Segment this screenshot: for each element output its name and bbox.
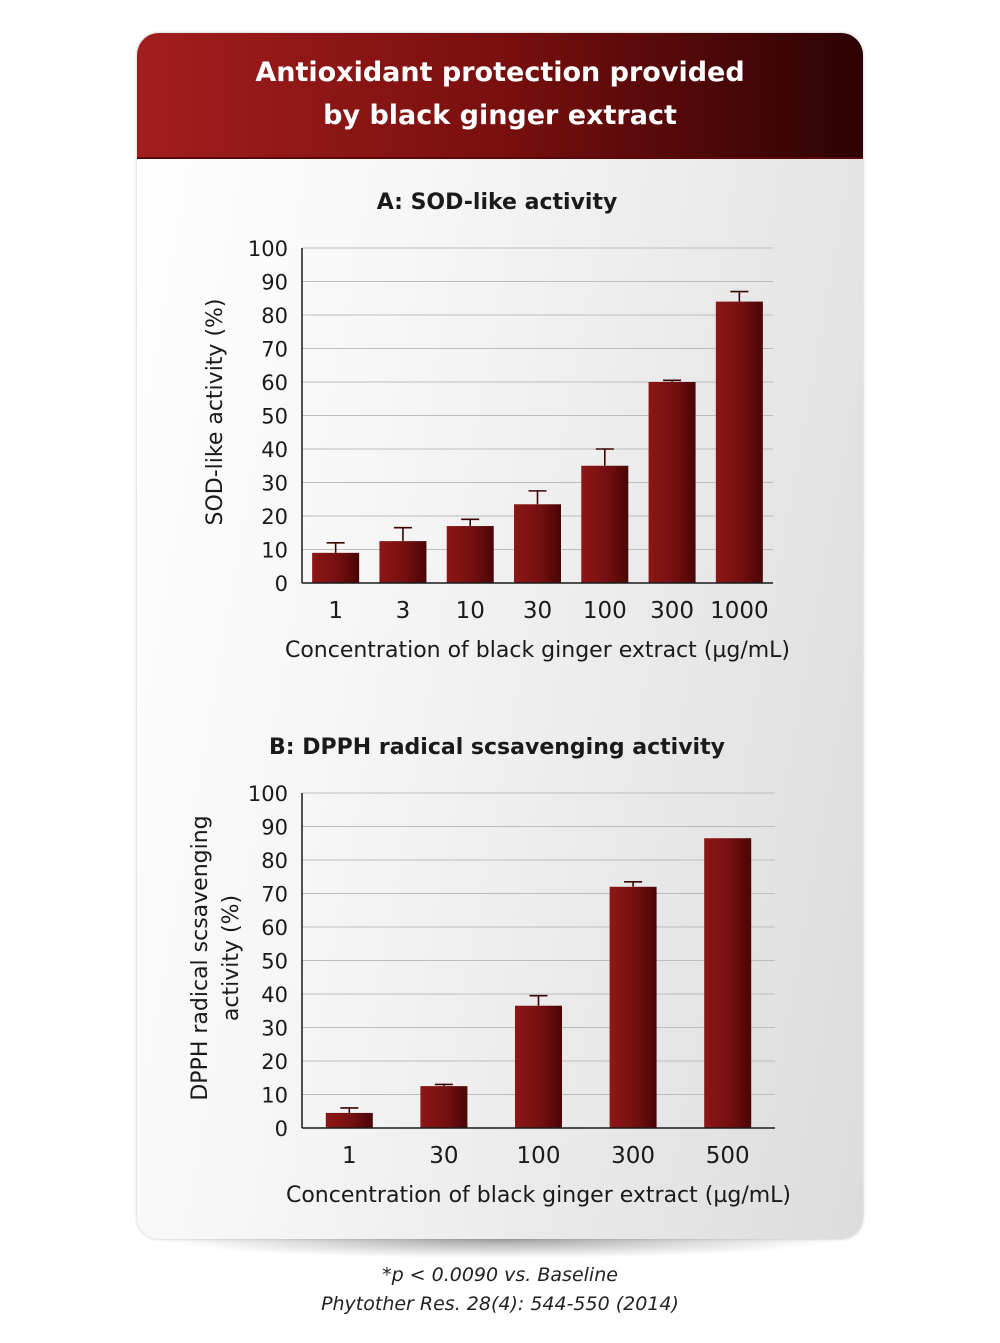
citation: Phytother Res. 28(4): 544-550 (2014) — [321, 1293, 679, 1315]
x-axis-label: Concentration of black ginger extract (µg/mL) — [284, 638, 791, 663]
y-tick-label: 10 — [261, 1083, 288, 1108]
y-tick-label: 30 — [261, 471, 288, 496]
x-tick-label: 1 — [341, 1143, 357, 1169]
chart-title: A: SOD-like activity — [376, 190, 618, 215]
y-tick-label: 20 — [261, 505, 288, 529]
y-tick-label: 80 — [261, 304, 288, 328]
y-axis-label: activity (%) — [219, 894, 244, 1022]
y-tick-label: 0 — [274, 572, 288, 596]
x-axis-label: Concentration of black ginger extract (µg/mL) — [285, 1183, 792, 1208]
y-tick-label: 40 — [261, 983, 288, 1007]
bar — [649, 382, 696, 583]
y-tick-label: 10 — [261, 538, 288, 563]
bar — [326, 1113, 373, 1128]
y-tick-label: 30 — [261, 1016, 288, 1041]
x-tick-label: 100 — [582, 598, 627, 624]
bar — [515, 1006, 562, 1128]
bar — [704, 838, 751, 1128]
y-tick-label: 20 — [261, 1050, 288, 1074]
x-tick-label: 10 — [455, 598, 485, 624]
bar — [447, 526, 494, 583]
y-tick-label: 50 — [261, 949, 288, 974]
y-tick-label: 70 — [261, 882, 288, 907]
y-tick-label: 80 — [261, 849, 288, 873]
y-axis-label: SOD-like activity (%) — [203, 298, 228, 526]
bar — [581, 466, 628, 583]
bar — [312, 553, 359, 583]
bar — [420, 1086, 467, 1128]
x-tick-label: 300 — [611, 1143, 656, 1169]
y-tick-label: 100 — [247, 782, 288, 806]
y-tick-label: 70 — [261, 337, 288, 362]
bar — [716, 302, 763, 583]
y-tick-label: 100 — [247, 237, 288, 261]
x-tick-label: 1 — [328, 598, 343, 624]
x-tick-label: 300 — [650, 598, 695, 624]
y-tick-label: 90 — [261, 270, 288, 295]
chart-title: B: DPPH radical scsavenging activity — [269, 735, 725, 760]
chart-sod-like-activity — [203, 190, 790, 663]
y-tick-label: 60 — [261, 916, 288, 940]
x-tick-label: 1000 — [710, 598, 769, 624]
page-title: Antioxidant protection provided by black ginger extract — [255, 57, 745, 131]
y-tick-label: 40 — [261, 438, 288, 462]
y-tick-label: 0 — [274, 1117, 288, 1141]
y-tick-label: 60 — [261, 371, 288, 395]
x-tick-label: 30 — [429, 1143, 459, 1169]
x-tick-label: 30 — [522, 598, 553, 624]
bar — [379, 541, 426, 583]
y-tick-label: 50 — [261, 404, 288, 429]
x-tick-label: 3 — [395, 598, 411, 624]
y-tick-label: 90 — [261, 815, 288, 840]
bar — [610, 887, 657, 1128]
x-tick-label: 500 — [705, 1143, 750, 1169]
significance-note: *p < 0.0090 vs. Baseline — [382, 1264, 618, 1286]
chart-dpph-activity — [188, 735, 791, 1208]
y-axis-label: DPPH radical scsavenging — [188, 815, 213, 1101]
x-tick-label: 100 — [516, 1143, 561, 1169]
bar — [514, 504, 561, 583]
